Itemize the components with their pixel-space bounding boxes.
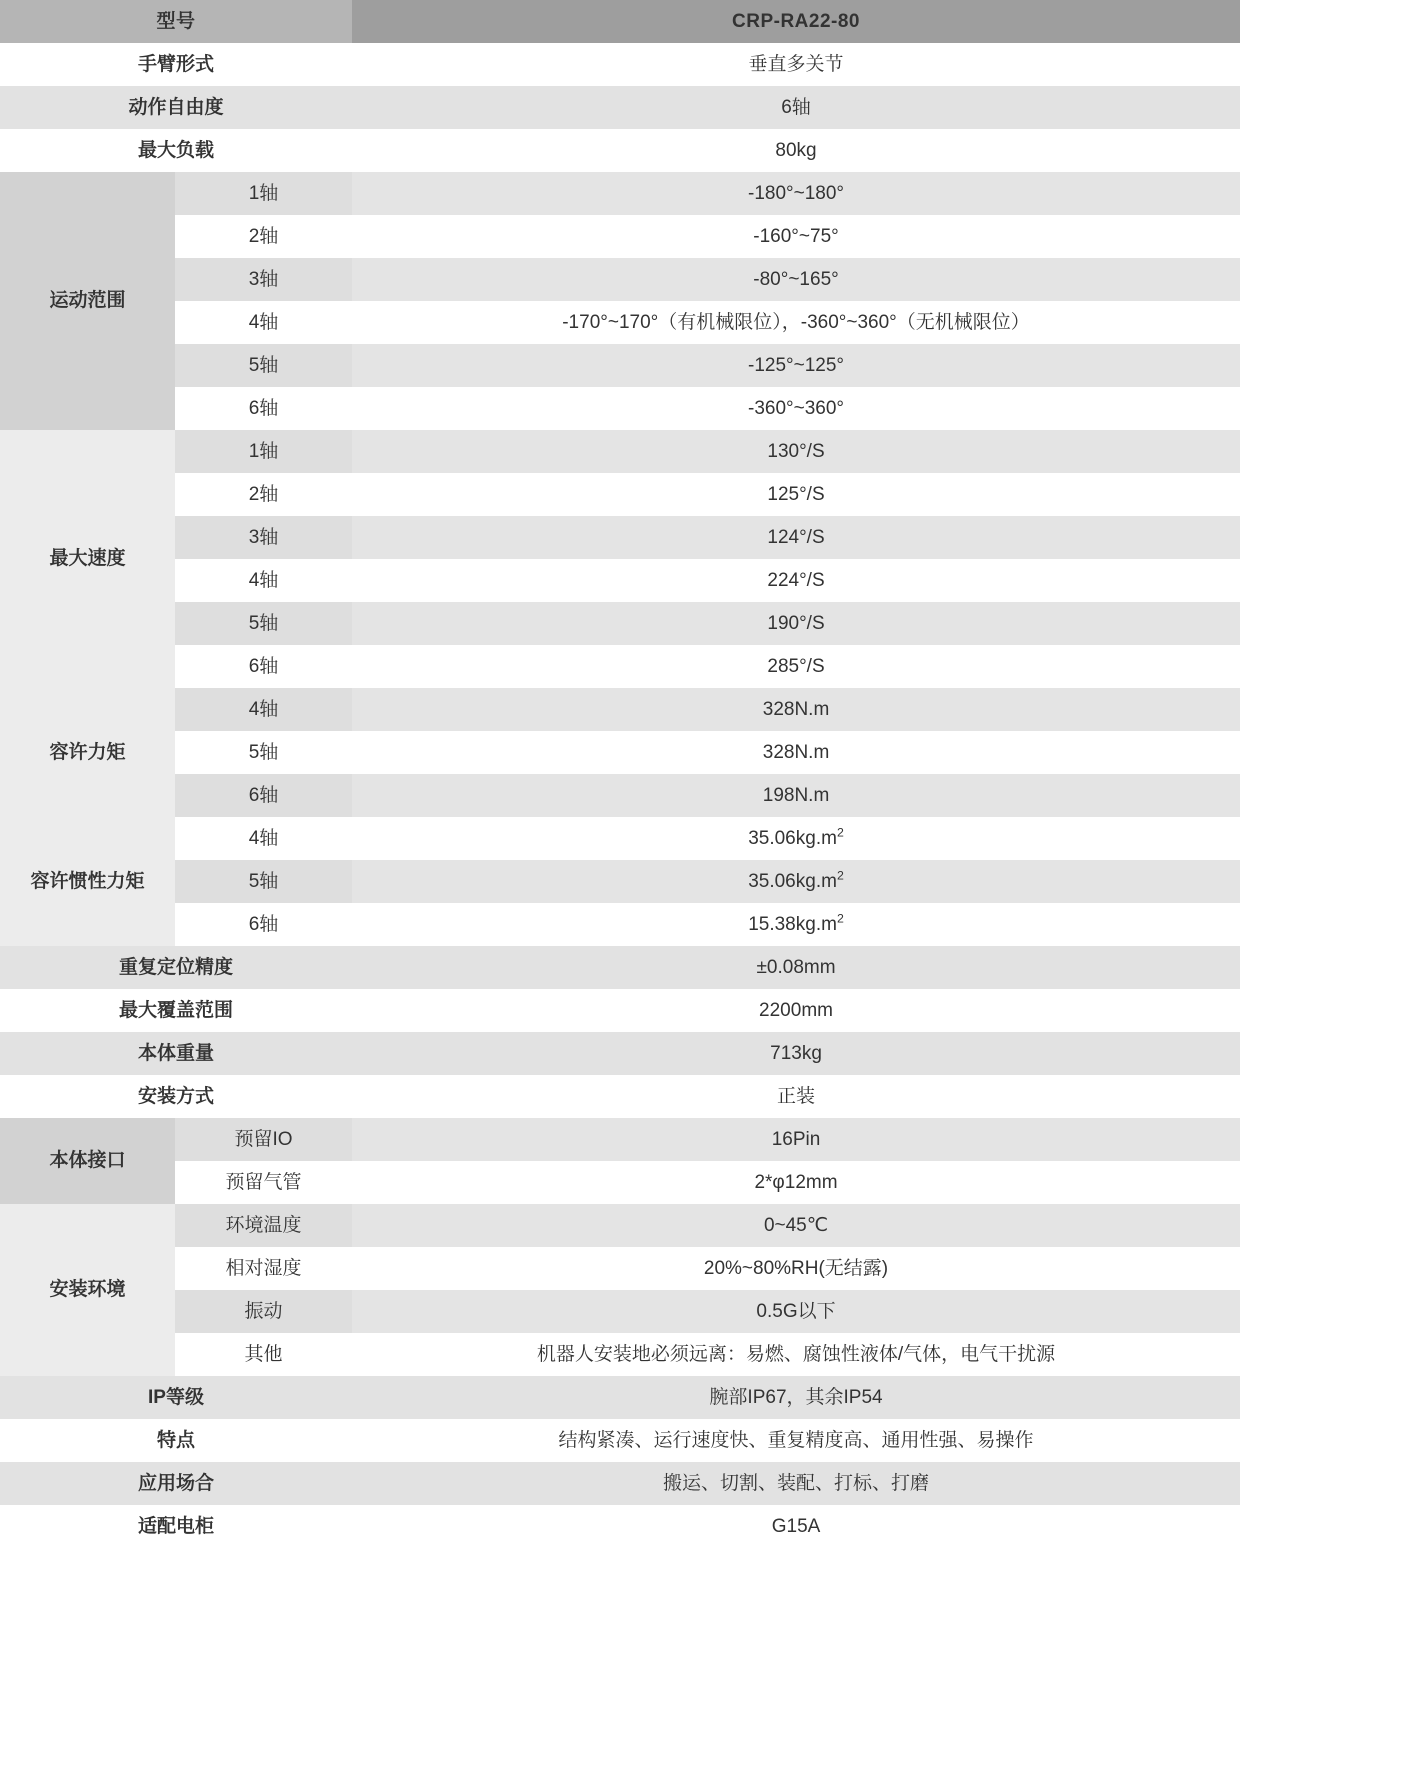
row-label-max-reach: 最大覆盖范围 xyxy=(0,989,352,1032)
row-value-inertia-axis-4 xyxy=(352,817,1240,860)
sub-label-motion-axis-1: 1轴 xyxy=(175,172,352,215)
inertia-sup-6: 2 xyxy=(836,911,844,926)
table-row xyxy=(0,258,1240,301)
row-label-ip-rating: IP等级 xyxy=(0,1376,352,1419)
group-label-install-env: 安装环境 xyxy=(0,1204,175,1376)
row-value-arm-type: 垂直多关节 xyxy=(352,43,1240,86)
sub-label-torque-axis-5: 5轴 xyxy=(175,731,352,774)
row-value-repeatability: ±0.08mm xyxy=(352,946,1240,989)
table-header-row xyxy=(0,0,1240,43)
group-label-allowable-inertia: 容许惯性力矩 xyxy=(0,817,175,946)
sub-label-speed-axis-6: 6轴 xyxy=(175,645,352,688)
row-value-reserved-io: 16Pin xyxy=(352,1118,1240,1161)
row-value-inertia-axis-6 xyxy=(352,903,1240,946)
table-row xyxy=(0,1290,1240,1333)
sub-label-other: 其他 xyxy=(175,1333,352,1376)
row-value-motion-axis-5: -125°~125° xyxy=(352,344,1240,387)
row-value-motion-axis-3: -80°~165° xyxy=(352,258,1240,301)
table-row xyxy=(0,430,1240,473)
table-row xyxy=(0,129,1240,172)
table-row xyxy=(0,1032,1240,1075)
row-value-ambient-temperature: 0~45℃ xyxy=(352,1204,1240,1247)
sub-label-torque-axis-4: 4轴 xyxy=(175,688,352,731)
row-label-repeatability: 重复定位精度 xyxy=(0,946,352,989)
table-row xyxy=(0,473,1240,516)
table-row xyxy=(0,817,1240,860)
row-value-speed-axis-2: 125°/S xyxy=(352,473,1240,516)
row-value-torque-axis-6: 198N.m xyxy=(352,774,1240,817)
inertia-value-5: 35.06kg.m xyxy=(748,870,837,892)
sub-label-vibration: 振动 xyxy=(175,1290,352,1333)
row-label-max-payload: 最大负载 xyxy=(0,129,352,172)
table-row xyxy=(0,344,1240,387)
sub-label-speed-axis-1: 1轴 xyxy=(175,430,352,473)
table-row xyxy=(0,860,1240,903)
sub-label-inertia-axis-4: 4轴 xyxy=(175,817,352,860)
sub-label-ambient-temperature: 环境温度 xyxy=(175,1204,352,1247)
row-label-dof: 动作自由度 xyxy=(0,86,352,129)
sub-label-speed-axis-3: 3轴 xyxy=(175,516,352,559)
table-row xyxy=(0,516,1240,559)
table-row xyxy=(0,172,1240,215)
row-value-ip-rating: 腕部IP67，其余IP54 xyxy=(352,1376,1240,1419)
table-row xyxy=(0,301,1240,344)
group-label-max-speed: 最大速度 xyxy=(0,430,175,688)
row-value-speed-axis-1: 130°/S xyxy=(352,430,1240,473)
row-value-torque-axis-5: 328N.m xyxy=(352,731,1240,774)
row-value-reserved-air-tube: 2*φ12mm xyxy=(352,1161,1240,1204)
table-row xyxy=(0,43,1240,86)
table-row xyxy=(0,688,1240,731)
inertia-value-4: 35.06kg.m xyxy=(748,827,837,849)
row-value-dof: 6轴 xyxy=(352,86,1240,129)
table-row xyxy=(0,1462,1240,1505)
table-row xyxy=(0,1075,1240,1118)
sub-label-reserved-io: 预留IO xyxy=(175,1118,352,1161)
row-label-applications: 应用场合 xyxy=(0,1462,352,1505)
row-value-max-payload: 80kg xyxy=(352,129,1240,172)
inertia-sup-5: 2 xyxy=(836,868,844,883)
row-value-other: 机器人安装地必须远离：易燃、腐蚀性液体/气体，电气干扰源 xyxy=(352,1333,1240,1376)
header-value: CRP-RA22-80 xyxy=(352,0,1240,43)
inertia-sup-4: 2 xyxy=(836,825,844,840)
sub-label-motion-axis-3: 3轴 xyxy=(175,258,352,301)
row-value-torque-axis-4: 328N.m xyxy=(352,688,1240,731)
table-row xyxy=(0,1161,1240,1204)
header-label: 型号 xyxy=(0,0,352,43)
table-row xyxy=(0,1376,1240,1419)
table-row xyxy=(0,1118,1240,1161)
row-label-arm-type: 手臂形式 xyxy=(0,43,352,86)
row-value-motion-axis-2: -160°~75° xyxy=(352,215,1240,258)
row-value-speed-axis-6: 285°/S xyxy=(352,645,1240,688)
table-row xyxy=(0,731,1240,774)
row-value-applications: 搬运、切割、装配、打标、打磨 xyxy=(352,1462,1240,1505)
row-value-speed-axis-3: 124°/S xyxy=(352,516,1240,559)
table-row xyxy=(0,645,1240,688)
row-value-features: 结构紧凑、运行速度快、重复精度高、通用性强、易操作 xyxy=(352,1419,1240,1462)
row-value-cabinet: G15A xyxy=(352,1505,1240,1548)
sub-label-speed-axis-2: 2轴 xyxy=(175,473,352,516)
group-label-motion-range: 运动范围 xyxy=(0,172,175,430)
row-value-speed-axis-5: 190°/S xyxy=(352,602,1240,645)
group-label-body-interface: 本体接口 xyxy=(0,1118,175,1204)
sub-label-inertia-axis-6: 6轴 xyxy=(175,903,352,946)
group-label-allowable-torque: 容许力矩 xyxy=(0,688,175,817)
sub-label-motion-axis-5: 5轴 xyxy=(175,344,352,387)
table-row xyxy=(0,1204,1240,1247)
row-value-motion-axis-6: -360°~360° xyxy=(352,387,1240,430)
row-value-max-reach: 2200mm xyxy=(352,989,1240,1032)
table-row xyxy=(0,387,1240,430)
sub-label-inertia-axis-5: 5轴 xyxy=(175,860,352,903)
row-label-cabinet: 适配电柜 xyxy=(0,1505,352,1548)
row-value-motion-axis-4: -170°~170°（有机械限位），-360°~360°（无机械限位） xyxy=(352,301,1240,344)
sub-label-reserved-air-tube: 预留气管 xyxy=(175,1161,352,1204)
row-value-relative-humidity: 20%~80%RH(无结露) xyxy=(352,1247,1240,1290)
table-row xyxy=(0,1247,1240,1290)
row-value-weight: 713kg xyxy=(352,1032,1240,1075)
sub-label-motion-axis-4: 4轴 xyxy=(175,301,352,344)
sub-label-speed-axis-5: 5轴 xyxy=(175,602,352,645)
table-row xyxy=(0,946,1240,989)
sub-label-speed-axis-4: 4轴 xyxy=(175,559,352,602)
row-value-motion-axis-1: -180°~180° xyxy=(352,172,1240,215)
row-value-inertia-axis-5 xyxy=(352,860,1240,903)
table-row xyxy=(0,1419,1240,1462)
table-row xyxy=(0,215,1240,258)
row-value-vibration: 0.5G以下 xyxy=(352,1290,1240,1333)
table-row xyxy=(0,903,1240,946)
sub-label-motion-axis-2: 2轴 xyxy=(175,215,352,258)
row-value-speed-axis-4: 224°/S xyxy=(352,559,1240,602)
table-row xyxy=(0,559,1240,602)
row-label-weight: 本体重量 xyxy=(0,1032,352,1075)
sub-label-torque-axis-6: 6轴 xyxy=(175,774,352,817)
sub-label-motion-axis-6: 6轴 xyxy=(175,387,352,430)
row-label-mounting: 安装方式 xyxy=(0,1075,352,1118)
table-row xyxy=(0,1333,1240,1376)
row-value-mounting: 正装 xyxy=(352,1075,1240,1118)
sub-label-relative-humidity: 相对湿度 xyxy=(175,1247,352,1290)
table-row xyxy=(0,989,1240,1032)
table-row xyxy=(0,86,1240,129)
table-row xyxy=(0,1505,1240,1548)
inertia-value-6: 15.38kg.m xyxy=(748,913,837,935)
row-label-features: 特点 xyxy=(0,1419,352,1462)
table-row xyxy=(0,774,1240,817)
table-row xyxy=(0,602,1240,645)
